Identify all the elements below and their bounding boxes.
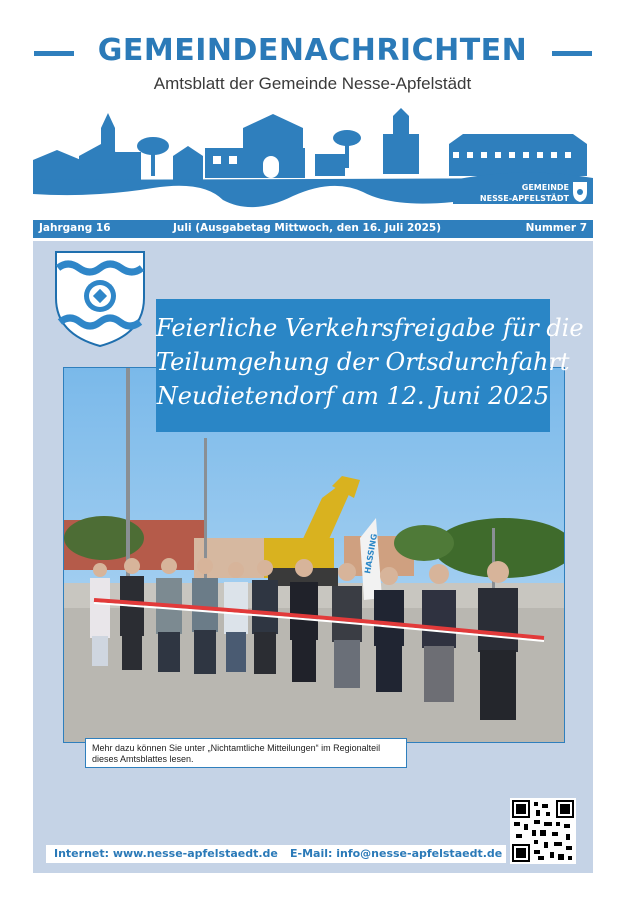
headline-line-1: Feierliche Verkehrsfreigabe für die <box>156 314 584 342</box>
title-rule-right <box>552 51 592 56</box>
title-rule-left <box>34 51 74 56</box>
caption-line-2: dieses Amtsblattes lesen. <box>92 754 194 764</box>
qr-code-icon[interactable] <box>510 798 576 864</box>
issue-number: Nummer 7 <box>525 222 587 234</box>
contact-footer <box>46 845 506 863</box>
page-subtitle: Amtsblatt der Gemeinde Nesse-Apfelstädt <box>153 74 472 93</box>
town-skyline-banner <box>33 108 593 216</box>
issue-volume: Jahrgang 16 <box>39 222 111 234</box>
caption-line-1: Mehr dazu können Sie unter „Nichtamtliche Mitteilungen“ im Regionalteil <box>92 743 381 753</box>
photo-caption <box>85 738 407 768</box>
coat-of-arms-icon <box>54 250 146 348</box>
page-title: GEMEINDENACHRICHTEN <box>97 33 528 68</box>
banner-logo-line1: GEMEINDE <box>521 183 569 192</box>
issue-info-bar <box>33 220 593 238</box>
headline-line-2: Teilumgehung der Ortsdurchfahrt <box>156 348 570 376</box>
banner-logo-line2: NESSE-APFELSTÄDT <box>479 194 569 203</box>
headline-line-3: Neudietendorf am 12. Juni 2025 <box>156 382 550 410</box>
email-link[interactable]: E-Mail: info@nesse-apfelstaedt.de <box>290 847 503 860</box>
website-link[interactable]: Internet: www.nesse-apfelstaedt.de <box>54 847 278 860</box>
photo-banner-sign: HASSING <box>363 533 379 575</box>
masthead <box>0 34 625 68</box>
cover-headline <box>156 299 584 432</box>
issue-date: Juli (Ausgabetag Mittwoch, den 16. Juli 2025) <box>173 222 442 234</box>
